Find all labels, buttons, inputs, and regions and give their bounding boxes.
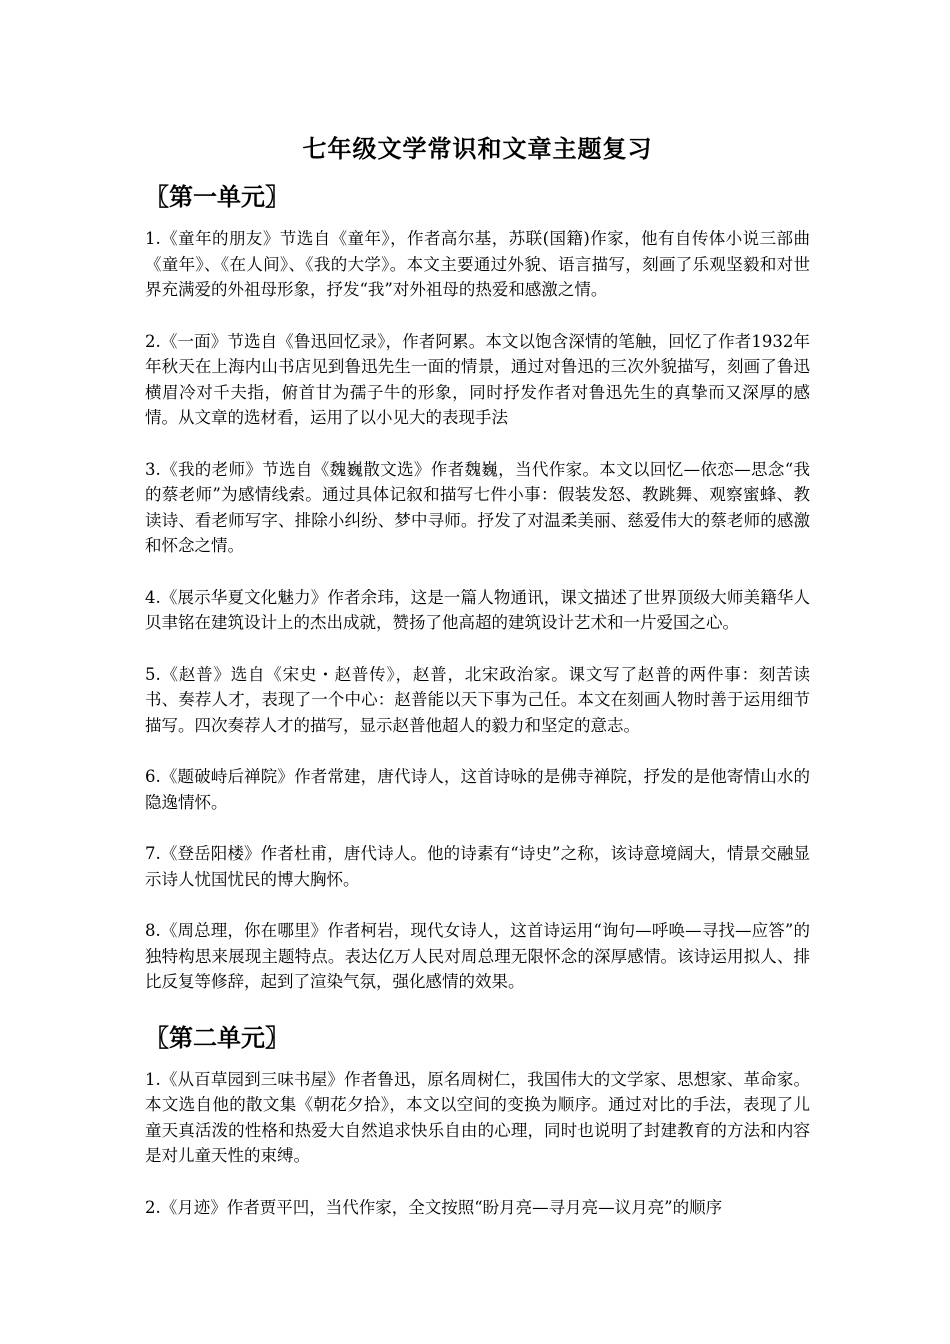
entry-paragraph: 1.《童年的朋友》节选自《童年》，作者高尔基，苏联(国籍)作家，他有自传体小说三部曲《童年》、《在人间》、《我的大学》。本文主要通过外貌、语言描写，刻画了乐观坚毅和对世界充满爱的外祖母形象，抒发“我”对外祖母的热爱和感激之情。 [145,229,810,299]
entry-paragraph: 1.《从百草园到三味书屋》作者鲁迅，原名周树仁，我国伟大的文学家、思想家、革命家。本文选自他的散文集《朝花夕拾》，本文以空间的变换为顺序。通过对比的手法，表现了儿童天真活泼的性格和热爱大自然追求快乐自由的心理，同时也说明了封建教育的方法和内容是对儿童天性的束缚。 [145,1069,810,1165]
section-heading: 〖第一单元〗 [145,182,289,211]
entry-paragraph: 6.《题破峙后禅院》作者常建，唐代诗人，这首诗咏的是佛寺禅院，抒发的是他寄情山水的隐逸情怀。 [145,767,810,812]
document-page [145,132,810,1246]
entry-paragraph: 5.《赵普》选自《宋史・赵普传》，赵普，北宋政治家。课文写了赵普的两件事：刻苦读书、奏荐人才，表现了一个中心：赵普能以天下事为己任。本文在刻画人物时善于运用细节描写。四次奏荐人才的描写，显示赵普他超人的毅力和坚定的意志。 [145,664,810,735]
section-unit-1 [145,180,810,995]
entry-paragraph: 8.《周总理，你在哪里》作者柯岩，现代女诗人，这首诗运用“询句—呼唤—寻找—应答”的独特构思来展现主题特点。表达亿万人民对周总理无限怀念的深厚感情。该诗运用拟人、排比反复等修辞，起到了渲染气氛，强化感情的效果。 [145,921,810,991]
entry-paragraph: 3.《我的老师》节选自《魏巍散文选》作者魏巍，当代作家。本文以回忆—依恋—思念“我的蔡老师”为感情线索。通过具体记叙和描写七件小事：假装发怒、教跳舞、观察蜜蜂、教读诗、看老师写字、排除小纠纷、梦中寻师。抒发了对温柔美丽、慈爱伟大的蔡老师的感激和怀念之情。 [145,459,810,555]
document-title: 七年级文学常识和文章主题复习 [302,134,653,163]
section-unit-2 [145,1021,810,1221]
entry-paragraph: 2.《月迹》作者贾平凹，当代作家，全文按照“盼月亮—寻月亮—议月亮”的顺序 [145,1197,723,1217]
entry-paragraph: 4.《展示华夏文化魅力》作者余玮，这是一篇人物通讯，课文描述了世界顶级大师美籍华人贝聿铭在建筑设计上的杰出成就，赞扬了他高超的建筑设计艺术和一片爱国之心。 [145,587,810,632]
section-heading: 〖第二单元〗 [145,1022,289,1052]
entry-paragraph: 2.《一面》节选自《鲁迅回忆录》，作者阿累。本文以饱含深情的笔触，回忆了作者1932年年秋天在上海内山书店见到鲁迅先生一面的情景，通过对鲁迅的三次外貌描写，刻画了鲁迅横眉冷对千夫指，俯首甘为孺子牛的形象，同时抒发作者对鲁迅先生的真挚而又深厚的感情。从文章的选材看，运用了以小见大的表现手法 [145,331,810,427]
entry-paragraph: 7.《登岳阳楼》作者杜甫，唐代诗人。他的诗素有“诗史”之称，该诗意境阔大，情景交融显示诗人忧国忧民的博大胸怀。 [145,844,810,889]
